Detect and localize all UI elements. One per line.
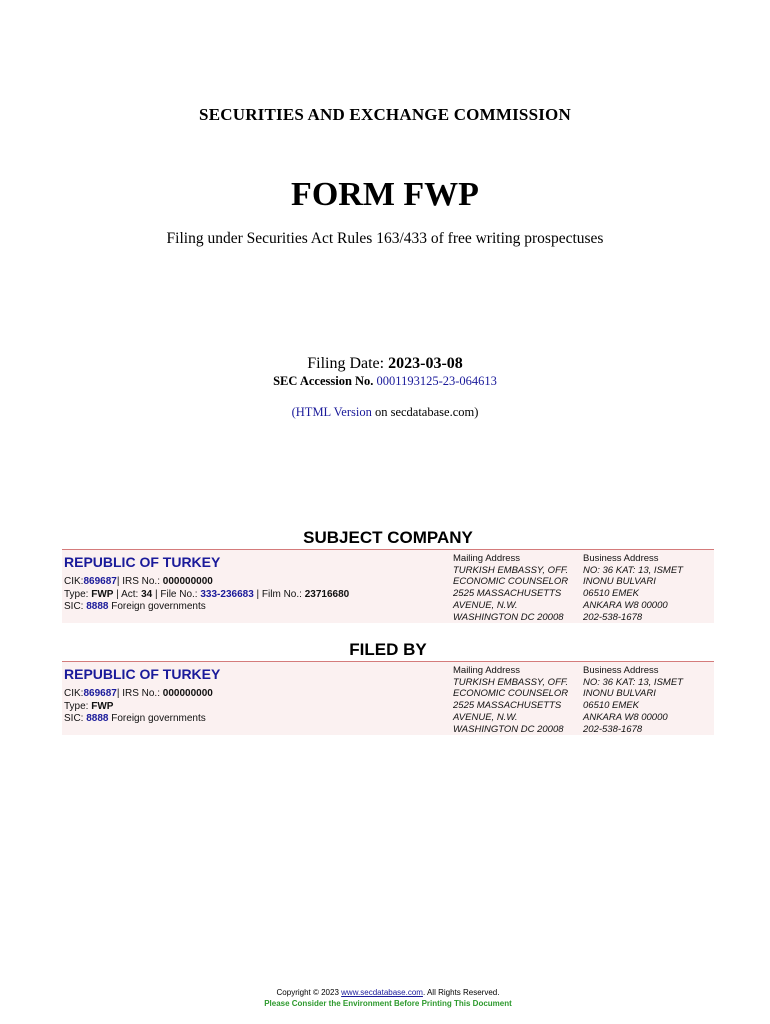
copyright-suffix: . All Rights Reserved. [422, 988, 500, 997]
cik-label: CIK: [64, 688, 84, 699]
address-line: ANKARA W8 00000 [583, 599, 668, 611]
html-version-link[interactable]: HTML Version [295, 405, 372, 419]
type-label: Type: [64, 588, 92, 600]
film-value: 23716680 [304, 588, 350, 600]
copyright-prefix: Copyright © 2023 [276, 988, 342, 997]
cik-label: CIK: [64, 576, 84, 587]
film-label: | Film No.: [253, 588, 305, 600]
subject-company-heading: SUBJECT COMPANY [303, 528, 473, 547]
address-line: INONU BULVARI [583, 576, 656, 588]
sic-label: SIC: [64, 713, 87, 725]
filing-date-label: Filing Date: [307, 355, 385, 372]
business-address-heading: Business Address [583, 665, 659, 676]
sic-link[interactable]: 8888 [86, 601, 109, 613]
secdatabase-link[interactable]: www.secdatabase.com [341, 988, 423, 997]
type-label: Type: [64, 700, 92, 712]
mailing-address [453, 665, 568, 735]
irs-label: | IRS No.: [116, 688, 163, 699]
open-paren: ( [291, 405, 296, 419]
address-line: TURKISH EMBASSY, OFF. [453, 676, 569, 688]
html-version-note [0, 405, 770, 420]
type-value: FWP [91, 700, 114, 712]
business-address-heading: Business Address [583, 553, 659, 564]
address-line: 202-538-1678 [583, 611, 643, 623]
form-title: FORM FWP [291, 176, 479, 213]
address-line: AVENUE, N.W. [453, 599, 518, 611]
file-label: | File No.: [152, 588, 201, 600]
filed-by-heading: FILED BY [349, 640, 427, 659]
address-line: NO: 36 KAT: 13, ISMET [583, 564, 683, 576]
business-address [583, 665, 683, 735]
address-line: ECONOMIC COUNSELOR [453, 688, 569, 700]
address-line: 06510 EMEK [583, 588, 639, 600]
filing-date [0, 355, 770, 373]
sic-description: Foreign governments [108, 713, 206, 725]
irs-label: | IRS No.: [116, 576, 163, 587]
company-ids [64, 576, 349, 614]
address-line: 2525 MASSACHUSETTS [453, 700, 562, 712]
mailing-address [453, 553, 568, 623]
subject-company-panel [62, 550, 714, 623]
environment-notice: Please Consider the Environment Before Printing This Document [264, 999, 512, 1008]
address-line: 202-538-1678 [583, 723, 643, 735]
sic-link[interactable]: 8888 [86, 713, 109, 725]
cik-link[interactable]: 869687 [83, 688, 117, 699]
accession-label: SEC Accession No. [273, 374, 374, 388]
accession-link[interactable]: 0001193125-23-064613 [376, 374, 497, 388]
copyright-notice [0, 988, 770, 997]
address-line: ECONOMIC COUNSELOR [453, 576, 569, 588]
type-value: FWP [91, 588, 114, 600]
address-line: TURKISH EMBASSY, OFF. [453, 564, 569, 576]
irs-value: 000000000 [162, 576, 213, 587]
act-label: | Act: [113, 588, 142, 600]
sic-description: Foreign governments [108, 601, 206, 613]
html-version-suffix: on secdatabase.com) [374, 405, 479, 419]
address-line: ANKARA W8 00000 [583, 711, 668, 723]
address-line: INONU BULVARI [583, 688, 656, 700]
address-line: WASHINGTON DC 20008 [453, 611, 564, 623]
filing-date-value: 2023-03-08 [388, 355, 463, 372]
irs-value: 000000000 [162, 688, 213, 699]
address-line: WASHINGTON DC 20008 [453, 723, 564, 735]
company-name-link[interactable]: REPUBLIC OF TURKEY [64, 554, 221, 570]
company-ids [64, 688, 213, 726]
filed-by-panel [62, 662, 714, 735]
address-line: NO: 36 KAT: 13, ISMET [583, 676, 683, 688]
address-line: 06510 EMEK [583, 700, 639, 712]
mailing-address-heading: Mailing Address [453, 553, 521, 564]
commission-heading: SECURITIES AND EXCHANGE COMMISSION [199, 105, 571, 124]
address-line: AVENUE, N.W. [453, 711, 518, 723]
act-value: 34 [141, 588, 153, 600]
address-line: 2525 MASSACHUSETTS [453, 588, 562, 600]
business-address [583, 553, 683, 623]
accession-number [0, 374, 770, 389]
form-description: Filing under Securities Act Rules 163/433 of free writing prospectuses [166, 230, 604, 247]
cik-link[interactable]: 869687 [83, 576, 117, 587]
company-name-link[interactable]: REPUBLIC OF TURKEY [64, 666, 221, 682]
file-no-link[interactable]: 333-236683 [200, 588, 254, 600]
sic-label: SIC: [64, 601, 87, 613]
mailing-address-heading: Mailing Address [453, 665, 521, 676]
